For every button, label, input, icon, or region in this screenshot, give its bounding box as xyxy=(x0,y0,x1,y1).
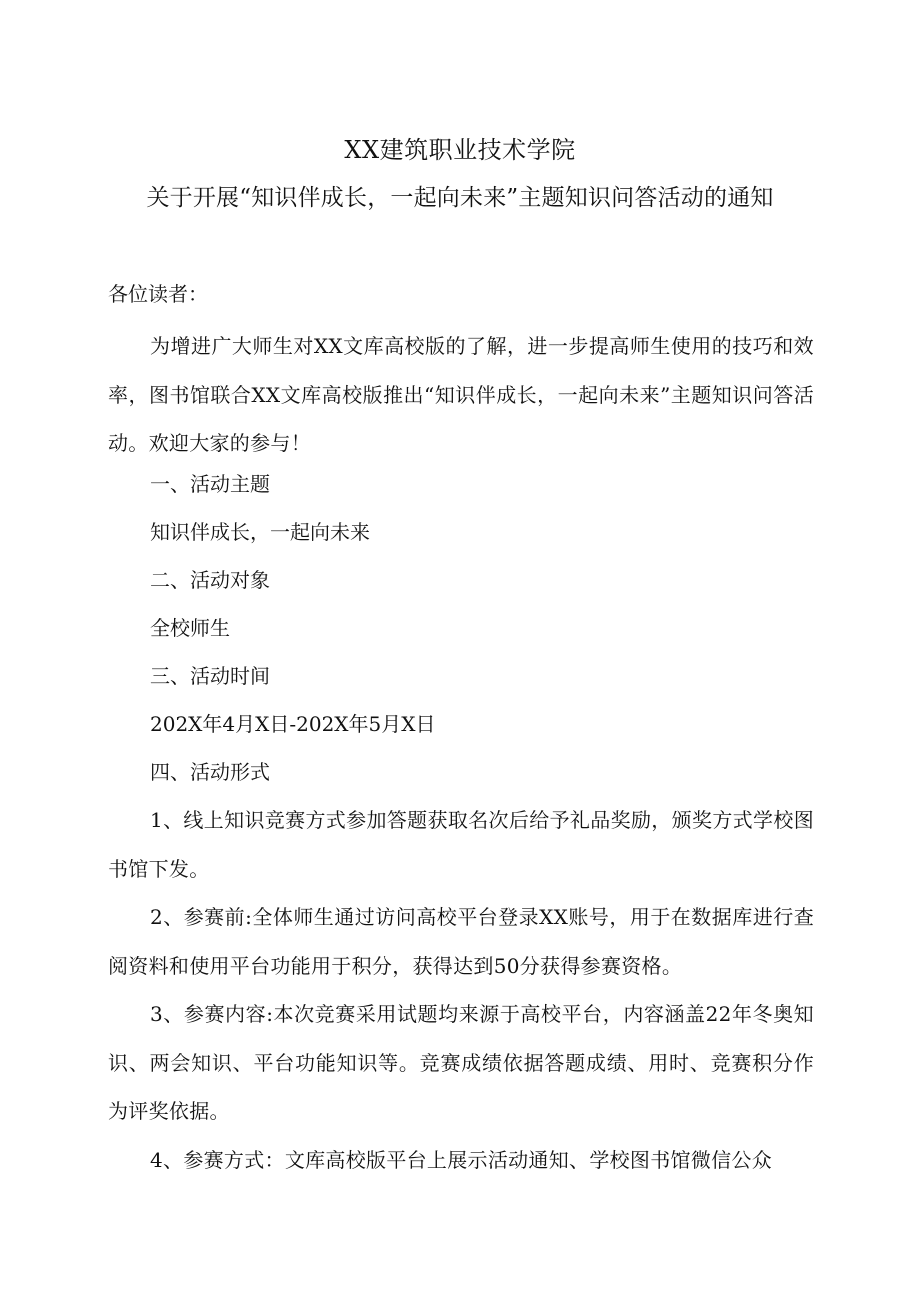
list-item-3: 3、参赛内容:本次竞赛采用试题均来源于高校平台，内容涵盖22年冬奥知识、两会知识、平台功能知识等。竞赛成绩依据答题成绩、用时、竞赛积分作为评奖依据。 xyxy=(108,1002,814,1123)
section-heading-format: 四、活动形式 xyxy=(150,760,270,784)
section-text-time: 202X年4月X日-202X年5月X日 xyxy=(150,712,436,736)
section-text-theme: 知识伴成长，一起向未来 xyxy=(150,520,370,544)
list-item-2: 2、参赛前:全体师生通过访问高校平台登录XX账号，用于在数据库进行查阅资料和使用平台功能用于积分，获得达到50分获得参赛资格。 xyxy=(108,905,814,978)
list-item-1: 1、线上知识竞赛方式参加答题获取名次后给予礼品奖励，颁奖方式学校图书馆下发。 xyxy=(108,808,814,881)
greeting: 各位读者： xyxy=(108,282,208,306)
section-heading-time: 三、活动时间 xyxy=(150,664,270,688)
section-text-audience: 全校师生 xyxy=(150,616,230,640)
section-heading-theme: 一、活动主题 xyxy=(150,472,270,496)
list-item-4: 4、参赛方式：文库高校版平台上展示活动通知、学校图书馆微信公众 xyxy=(150,1148,773,1172)
intro-paragraph: 为增进广大师生对XX文库高校版的了解，进一步提高师生使用的技巧和效率，图书馆联合XX文库高校版推出“知识伴成长，一起向未来”主题知识问答活动。欢迎大家的参与！ xyxy=(108,334,814,455)
institution-title: XX建筑职业技术学院 xyxy=(344,136,576,164)
notice-title: 关于开展“知识伴成长，一起向未来”主题知识问答活动的通知 xyxy=(146,185,774,211)
section-heading-audience: 二、活动对象 xyxy=(150,568,270,592)
